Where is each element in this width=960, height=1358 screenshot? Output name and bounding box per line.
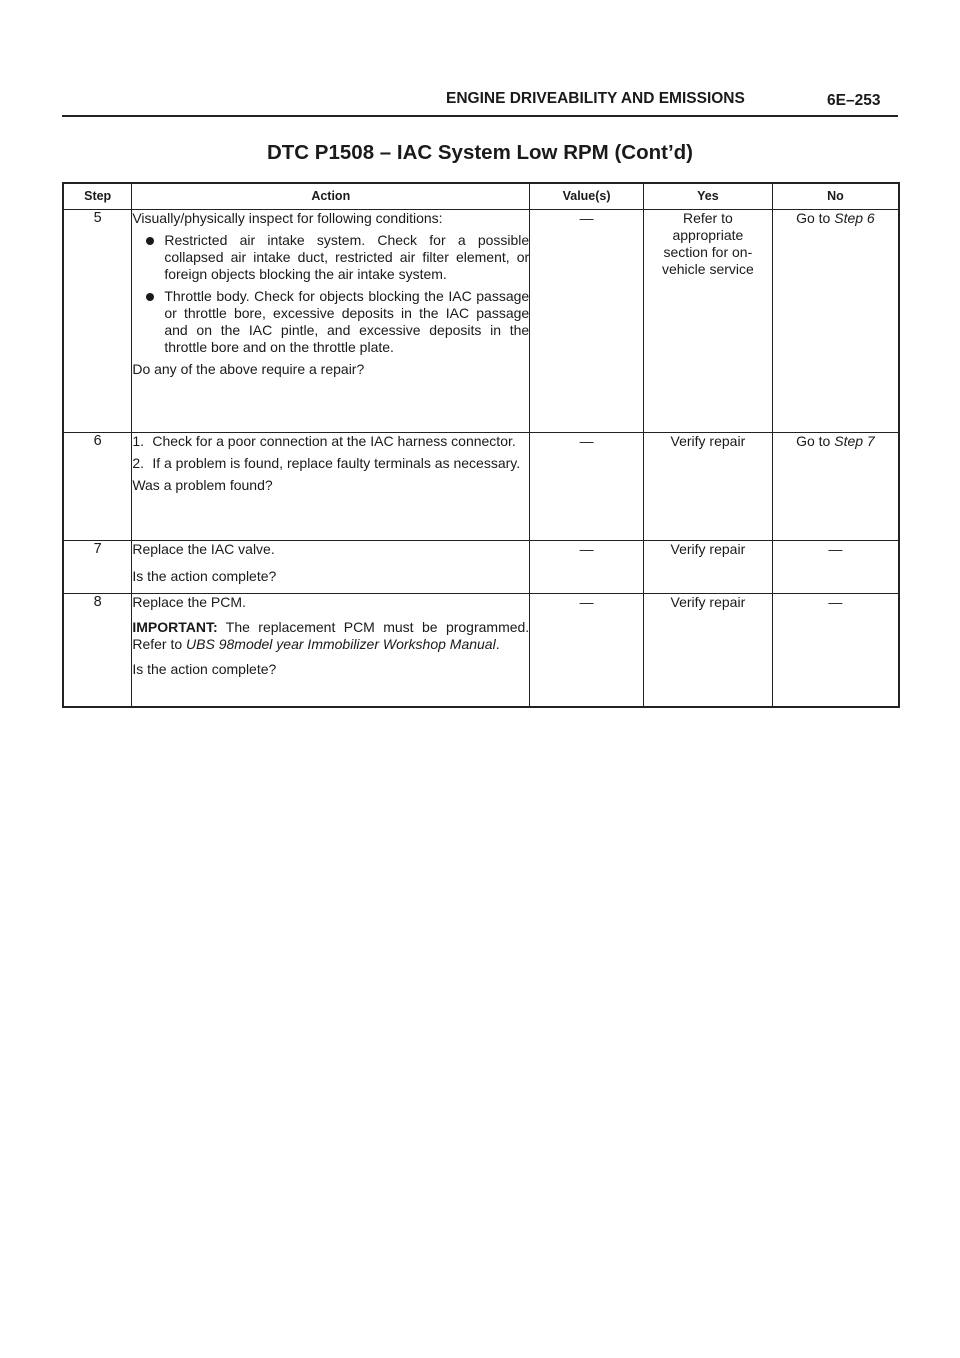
- header-rule: [62, 115, 898, 117]
- action-cell: [132, 433, 530, 541]
- action-text: Replace the PCM.: [132, 594, 246, 610]
- values-cell: —: [530, 594, 644, 707]
- action-question: Is the action complete?: [132, 568, 277, 584]
- list-item: [132, 433, 529, 450]
- table-header-row: [63, 183, 899, 210]
- yes-cell: Refer to appropriate section for on-vehicle service: [643, 210, 772, 433]
- values-cell: —: [530, 433, 644, 541]
- no-cell: —: [772, 541, 899, 594]
- diagnostic-table: [62, 182, 900, 708]
- item-number: 1.: [132, 433, 145, 449]
- no-cell: [772, 433, 899, 541]
- column-header-yes: Yes: [643, 183, 772, 210]
- action-text: Replace the IAC valve.: [132, 541, 275, 557]
- no-text: Go to: [796, 210, 835, 226]
- table-row: [63, 541, 899, 594]
- page-title: DTC P1508 – IAC System Low RPM (Cont’d): [266, 141, 693, 164]
- no-cell: —: [772, 594, 899, 707]
- yes-cell: Verify repair: [643, 594, 772, 707]
- condition-list: [132, 232, 529, 356]
- column-header-values: Value(s): [530, 183, 644, 210]
- action-question: Do any of the above require a repair?: [132, 361, 365, 377]
- item-number: 2.: [132, 455, 145, 471]
- item-text: Check for a poor connection at the IAC harness connector.: [152, 433, 516, 449]
- table-row: [63, 433, 899, 541]
- step-number: 6: [63, 433, 132, 541]
- action-cell: [132, 594, 530, 707]
- step-reference: Step 7: [834, 433, 875, 449]
- action-question: Was a problem found?: [132, 477, 273, 493]
- no-cell: [772, 210, 899, 433]
- header-section-title: ENGINE DRIVEABILITY AND EMISSIONS: [446, 90, 745, 107]
- table-row: [63, 594, 899, 707]
- no-text: Go to: [796, 433, 835, 449]
- step-number: 8: [63, 594, 132, 707]
- manual-reference: UBS 98model year Immobilizer Workshop Manual: [186, 636, 496, 652]
- step-number: 7: [63, 541, 132, 594]
- values-cell: —: [530, 210, 644, 433]
- step-number: 5: [63, 210, 132, 433]
- column-header-no: No: [772, 183, 899, 210]
- action-question: Is the action complete?: [132, 661, 277, 677]
- important-end: .: [495, 636, 500, 652]
- values-cell: —: [530, 541, 644, 594]
- action-intro: Visually/physically inspect for following conditions:: [132, 210, 443, 226]
- list-item: Restricted air intake system. Check for a possible collapsed air intake duct, restricted air filter element, or foreign objects blocking the air intake system.: [132, 232, 529, 283]
- list-item: Throttle body. Check for objects blocking the IAC passage or throttle bore, excessive deposits in the IAC passage and on the IAC pintle, and excessive deposits in the throttle bore and on the throttle plate.: [132, 288, 529, 356]
- step-reference: Step 6: [834, 210, 875, 226]
- yes-cell: Verify repair: [643, 433, 772, 541]
- procedure-list: [132, 433, 529, 472]
- item-text: If a problem is found, replace faulty terminals as necessary.: [152, 455, 521, 471]
- important-note: [132, 619, 529, 653]
- header-page-number: 6E–253: [827, 92, 881, 109]
- yes-cell: Verify repair: [643, 541, 772, 594]
- important-text: The replacement PCM must be programmed. Refer to: [132, 619, 530, 652]
- table-row: [63, 210, 899, 433]
- action-cell: [132, 541, 530, 594]
- important-label: IMPORTANT:: [132, 619, 218, 635]
- list-item: [132, 455, 529, 472]
- column-header-action: Action: [132, 183, 530, 210]
- action-cell: [132, 210, 530, 433]
- column-header-step: Step: [63, 183, 132, 210]
